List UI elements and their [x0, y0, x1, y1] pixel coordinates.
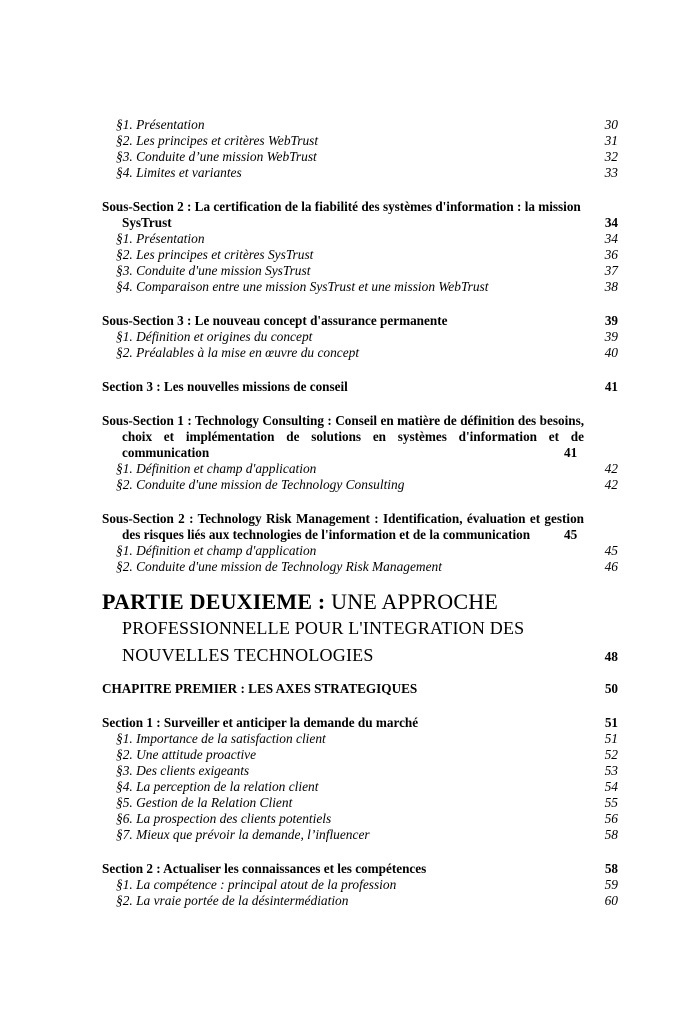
toc-entry-page: 56 — [604, 811, 618, 826]
toc-entry-title: §7. Mieux que prévoir la demande, l’influencer — [116, 827, 370, 842]
toc-entry-title: §4. La perception de la relation client — [116, 779, 319, 794]
toc-heading-title: CHAPITRE PREMIER : LES AXES STRATEGIQUES — [102, 681, 418, 696]
toc-group-assurance — [102, 329, 618, 361]
toc-heading-page: 51 — [604, 715, 618, 730]
toc-entry-title: §2. La vraie portée de la désintermédiation — [116, 893, 349, 908]
toc-heading-title: Sous-Section 3 : Le nouveau concept d'assurance permanente — [102, 313, 448, 328]
toc-entry-title: §6. La prospection des clients potentiels — [116, 811, 332, 826]
toc-entry — [102, 133, 618, 149]
toc-entry-title: §1. Définition et origines du concept — [116, 329, 313, 344]
toc-entry-page: 55 — [604, 795, 618, 810]
toc-entry-title: §1. La compétence : principal atout de la profession — [116, 877, 397, 892]
toc-entry-title: §1. Présentation — [116, 117, 205, 132]
toc-heading-page: 45 — [564, 527, 578, 542]
toc-entry — [102, 877, 618, 893]
toc-entry-page: 58 — [604, 827, 618, 842]
toc-heading-page: 39 — [604, 313, 618, 328]
toc-entry-page: 33 — [604, 165, 618, 180]
toc-part-title — [102, 589, 584, 669]
toc-entry — [102, 461, 618, 477]
toc-section-heading — [102, 379, 618, 395]
toc-entry-title: §2. Préalables à la mise en œuvre du concept — [116, 345, 360, 360]
toc-group-webtrust — [102, 117, 618, 181]
toc-section-heading — [102, 715, 618, 731]
toc-heading-title: Sous-Section 1 : Technology Consulting : Conseil en matière de définition des besoins, choix et implémentation de solutions en systèmes d'information et de communication — [102, 413, 584, 460]
toc-entry — [102, 477, 618, 493]
toc-entry-page: 36 — [604, 247, 618, 262]
toc-subsection-heading — [102, 413, 618, 461]
toc-entry — [102, 811, 618, 827]
toc-heading-page: 50 — [604, 681, 618, 696]
toc-entry — [102, 247, 618, 263]
toc-heading-title: Sous-Section 2 : Technology Risk Management : Identification, évaluation et gestion des risques liés aux technologies de l'information et de la communication — [102, 511, 584, 542]
toc-group-competences — [102, 877, 618, 909]
toc-entry-title: §3. Conduite d'une mission SysTrust — [116, 263, 311, 278]
toc-subsection-heading — [102, 313, 618, 329]
toc-entry — [102, 117, 618, 133]
toc-entry-title: §4. Comparaison entre une mission SysTrust et une mission WebTrust — [116, 279, 489, 294]
toc-group-market — [102, 731, 618, 843]
toc-part-line1: UNE APPROCHE — [331, 589, 498, 614]
toc-heading-title: Sous-Section 2 : La certification de la fiabilité des systèmes d'information : la mission SysTrust — [102, 199, 581, 230]
toc-entry-title: §1. Définition et champ d'application — [116, 543, 317, 558]
toc-entry — [102, 149, 618, 165]
toc-subsection-heading — [102, 511, 618, 543]
toc-entry-title: §2. Conduite d'une mission de Technology Consulting — [116, 477, 405, 492]
toc-entry — [102, 345, 618, 361]
toc-entry-title: §1. Présentation — [116, 231, 205, 246]
toc-entry-title: §1. Définition et champ d'application — [116, 461, 317, 476]
toc-entry-page: 45 — [604, 543, 618, 558]
toc-entry — [102, 747, 618, 763]
toc-heading-page: 41 — [604, 379, 618, 394]
toc-subsection-heading — [102, 199, 618, 231]
toc-entry-page: 37 — [604, 263, 618, 278]
toc-part-page: 48 — [604, 649, 618, 664]
toc-entry-title: §2. Conduite d'une mission de Technology Risk Management — [116, 559, 442, 574]
toc-heading-page: 41 — [564, 445, 578, 460]
toc-entry-title: §4. Limites et variantes — [116, 165, 242, 180]
toc-entry — [102, 779, 618, 795]
toc-heading-page: 34 — [604, 215, 618, 230]
toc-entry-page: 38 — [604, 279, 618, 294]
toc-entry — [102, 795, 618, 811]
toc-entry-title: §1. Importance de la satisfaction client — [116, 731, 326, 746]
toc-entry-page: 40 — [604, 345, 618, 360]
toc-entry-page: 53 — [604, 763, 618, 778]
toc-entry — [102, 559, 618, 575]
toc-entry-title: §3. Conduite d’une mission WebTrust — [116, 149, 317, 164]
toc-entry — [102, 279, 618, 295]
toc-heading-title: Section 3 : Les nouvelles missions de conseil — [102, 379, 348, 394]
toc-chapter-heading — [102, 681, 618, 697]
toc-entry — [102, 165, 618, 181]
toc-part-label: PARTIE DEUXIEME : — [102, 589, 332, 614]
toc-entry-page: 32 — [604, 149, 618, 164]
toc-heading-title: Section 2 : Actualiser les connaissances et les compétences — [102, 861, 427, 876]
toc-part-line3: NOUVELLES TECHNOLOGIES — [122, 645, 374, 665]
toc-part-line2: PROFESSIONNELLE POUR L'INTEGRATION DES — [122, 618, 525, 638]
toc-entry — [102, 231, 618, 247]
toc-group-systrust — [102, 231, 618, 295]
toc-heading-title: Section 1 : Surveiller et anticiper la demande du marché — [102, 715, 419, 730]
toc-entry-title: §5. Gestion de la Relation Client — [116, 795, 293, 810]
toc-entry — [102, 543, 618, 559]
toc-entry — [102, 763, 618, 779]
toc-entry — [102, 893, 618, 909]
toc-entry-page: 60 — [604, 893, 618, 908]
toc-entry-title: §3. Des clients exigeants — [116, 763, 250, 778]
toc-heading-page: 58 — [604, 861, 618, 876]
toc-entry-page: 42 — [604, 477, 618, 492]
toc-entry-page: 52 — [604, 747, 618, 762]
toc-entry-title: §2. Les principes et critères WebTrust — [116, 133, 319, 148]
toc-entry-page: 51 — [604, 731, 618, 746]
toc-entry — [102, 827, 618, 843]
toc-entry-page: 30 — [604, 117, 618, 132]
toc-entry-page: 46 — [604, 559, 618, 574]
toc-entry-page: 39 — [604, 329, 618, 344]
toc-group-risk — [102, 543, 618, 575]
toc-entry-page: 31 — [604, 133, 618, 148]
toc-entry-title: §2. Les principes et critères SysTrust — [116, 247, 314, 262]
toc-section-heading — [102, 861, 618, 877]
toc-entry — [102, 263, 618, 279]
toc-entry-title: §2. Une attitude proactive — [116, 747, 257, 762]
toc-entry — [102, 731, 618, 747]
toc-part-heading — [102, 589, 618, 669]
toc-group-consulting — [102, 461, 618, 493]
toc-entry-page: 34 — [604, 231, 618, 246]
toc-entry-page: 59 — [604, 877, 618, 892]
toc-entry-page: 54 — [604, 779, 618, 794]
toc-entry-page: 42 — [604, 461, 618, 476]
toc-entry — [102, 329, 618, 345]
table-of-contents — [102, 117, 618, 909]
